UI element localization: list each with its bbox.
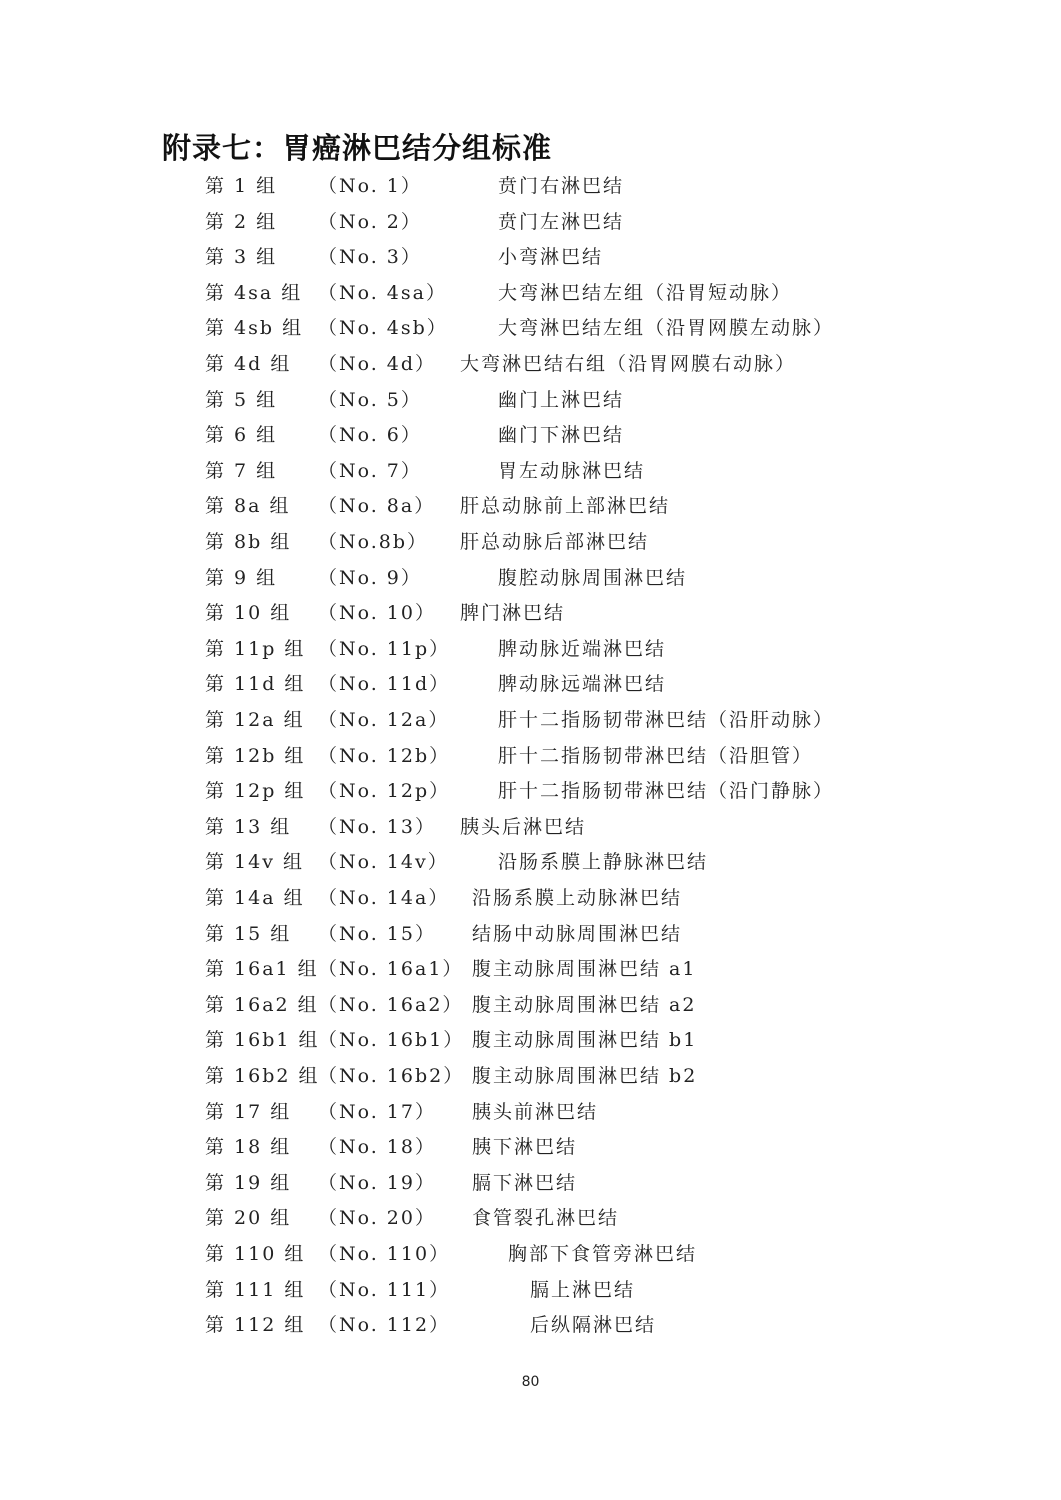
list-item: [0, 1132, 1061, 1162]
group-number: （No. 110）: [318, 1243, 451, 1265]
group-number: （No. 11p）: [318, 637, 451, 660]
group-label: 第 16a2 组: [205, 993, 319, 1016]
list-item: [0, 1203, 1061, 1233]
group-label: 第 2 组: [205, 210, 278, 233]
list-item: [0, 563, 1061, 593]
group-number: （No. 16b1）: [318, 1029, 465, 1052]
lymph-node-name: 胸部下食管旁淋巴结: [508, 1243, 698, 1265]
list-item: [0, 420, 1061, 450]
group-number: （No. 11d）: [318, 673, 451, 696]
lymph-node-name: 胰头后淋巴结: [460, 815, 587, 838]
lymph-node-name: 腹主动脉周围淋巴结 a1: [472, 958, 697, 981]
list-item: [0, 1310, 1061, 1340]
list-item: [0, 1097, 1061, 1127]
group-number: （No. 10）: [318, 602, 436, 625]
group-label: 第 19 组: [205, 1171, 292, 1194]
group-number: （No. 4d）: [318, 353, 437, 375]
lymph-node-name: 大弯淋巴结左组（沿胃网膜左动脉）: [498, 317, 835, 340]
lymph-node-name: 沿肠系膜上静脉淋巴结: [498, 851, 709, 874]
list-item: [0, 1239, 1061, 1269]
list-item: [0, 1061, 1061, 1091]
list-item: [0, 171, 1061, 201]
group-label: 第 110 组: [205, 1243, 306, 1265]
group-label: 第 16a1 组: [205, 958, 319, 981]
group-label: 第 10 组: [205, 602, 292, 625]
list-item: [0, 847, 1061, 877]
group-label: 第 14v 组: [205, 851, 304, 874]
group-number: （No. 4sa）: [318, 281, 447, 304]
group-number: （No. 1）: [318, 175, 422, 197]
lymph-node-name: 腹主动脉周围淋巴结 b2: [472, 1065, 698, 1087]
group-label: 第 112 组: [205, 1314, 306, 1337]
lymph-node-name: 后纵隔淋巴结: [530, 1314, 657, 1337]
group-label: 第 111 组: [205, 1278, 306, 1301]
group-label: 第 8b 组: [205, 531, 292, 553]
lymph-node-name: 小弯淋巴结: [498, 246, 604, 269]
lymph-node-name: 大弯淋巴结右组（沿胃网膜右动脉）: [460, 353, 797, 375]
lymph-node-name: 食管裂孔淋巴结: [472, 1207, 620, 1230]
list-item: [0, 349, 1061, 379]
group-label: 第 8a 组: [205, 495, 291, 518]
group-number: （No. 7）: [318, 459, 422, 482]
group-label: 第 16b1 组: [205, 1029, 320, 1052]
lymph-node-name: 结肠中动脉周围淋巴结: [472, 922, 683, 945]
lymph-node-name: 大弯淋巴结左组（沿胃短动脉）: [498, 281, 793, 304]
list-item: [0, 491, 1061, 521]
group-label: 第 4sb 组: [205, 317, 304, 340]
lymph-node-name: 胃左动脉淋巴结: [498, 459, 646, 482]
list-item: [0, 705, 1061, 735]
lymph-node-name: 幽门下淋巴结: [498, 424, 625, 447]
lymph-node-name: 胰下淋巴结: [472, 1136, 578, 1159]
list-item: [0, 1168, 1061, 1198]
lymph-node-name: 腹主动脉周围淋巴结 b1: [472, 1029, 698, 1052]
lymph-node-name: 脾动脉远端淋巴结: [498, 673, 667, 696]
group-number: （No. 16a2）: [318, 993, 464, 1016]
list-item: [0, 741, 1061, 771]
group-label: 第 12b 组: [205, 744, 306, 767]
group-label: 第 6 组: [205, 424, 278, 447]
group-number: （No.8b）: [318, 531, 429, 553]
group-label: 第 4sa 组: [205, 281, 303, 304]
list-item: [0, 1275, 1061, 1305]
group-label: 第 3 组: [205, 246, 278, 269]
group-number: （No. 15）: [318, 922, 436, 945]
group-label: 第 5 组: [205, 388, 278, 411]
group-number: （No. 17）: [318, 1100, 436, 1123]
group-label: 第 11p 组: [205, 637, 306, 660]
group-label: 第 14a 组: [205, 887, 305, 909]
lymph-node-name: 胰头前淋巴结: [472, 1100, 599, 1123]
list-item: [0, 634, 1061, 664]
group-number: （No. 2）: [318, 210, 422, 233]
list-item: [0, 313, 1061, 343]
group-number: （No. 19）: [318, 1171, 436, 1194]
lymph-node-name: 肝总动脉前上部淋巴结: [460, 495, 671, 518]
group-label: 第 4d 组: [205, 353, 292, 375]
group-label: 第 16b2 组: [205, 1065, 320, 1087]
list-item: [0, 385, 1061, 415]
group-label: 第 17 组: [205, 1100, 292, 1123]
list-item: [0, 527, 1061, 557]
lymph-node-name: 肝十二指肠韧带淋巴结（沿胆管）: [498, 744, 814, 767]
group-label: 第 13 组: [205, 815, 292, 838]
group-label: 第 20 组: [205, 1207, 292, 1230]
group-label: 第 1 组: [205, 175, 278, 197]
lymph-node-name: 膈上淋巴结: [530, 1278, 636, 1301]
group-number: （No. 13）: [318, 815, 436, 838]
lymph-node-name: 贲门右淋巴结: [498, 175, 625, 197]
group-label: 第 12p 组: [205, 780, 306, 803]
group-number: （No. 112）: [318, 1314, 451, 1337]
list-item: [0, 919, 1061, 949]
lymph-node-name: 膈下淋巴结: [472, 1171, 578, 1194]
group-number: （No. 4sb）: [318, 317, 448, 340]
lymph-node-name: 沿肠系膜上动脉淋巴结: [472, 887, 683, 909]
appendix-title: 附录七：胃癌淋巴结分组标准: [162, 131, 553, 165]
group-number: （No. 3）: [318, 246, 422, 269]
group-number: （No. 14a）: [318, 887, 450, 909]
group-number: （No. 5）: [318, 388, 422, 411]
lymph-node-name: 幽门上淋巴结: [498, 388, 625, 411]
group-number: （No. 12a）: [318, 709, 450, 731]
page-number: 80: [521, 1374, 540, 1390]
list-item: [0, 207, 1061, 237]
lymph-node-name: 肝十二指肠韧带淋巴结（沿肝动脉）: [498, 709, 835, 731]
group-label: 第 11d 组: [205, 673, 306, 696]
group-number: （No. 18）: [318, 1136, 436, 1159]
group-number: （No. 20）: [318, 1207, 436, 1230]
list-item: [0, 456, 1061, 486]
group-number: （No. 9）: [318, 566, 422, 589]
group-number: （No. 8a）: [318, 495, 436, 518]
list-item: [0, 990, 1061, 1020]
group-number: （No. 14v）: [318, 851, 449, 874]
group-label: 第 18 组: [205, 1136, 292, 1159]
group-label: 第 7 组: [205, 459, 278, 482]
group-number: （No. 12p）: [318, 780, 451, 803]
list-item: [0, 954, 1061, 984]
list-item: [0, 242, 1061, 272]
lymph-node-name: 肝十二指肠韧带淋巴结（沿门静脉）: [498, 780, 835, 803]
lymph-node-name: 腹腔动脉周围淋巴结: [498, 566, 688, 589]
list-item: [0, 1025, 1061, 1055]
group-number: （No. 16a1）: [318, 958, 464, 981]
lymph-node-name: 贲门左淋巴结: [498, 210, 625, 233]
list-item: [0, 669, 1061, 699]
group-number: （No. 6）: [318, 424, 422, 447]
group-number: （No. 16b2）: [318, 1065, 465, 1087]
group-label: 第 15 组: [205, 922, 292, 945]
list-item: [0, 598, 1061, 628]
group-label: 第 12a 组: [205, 709, 305, 731]
group-label: 第 9 组: [205, 566, 278, 589]
list-item: [0, 278, 1061, 308]
group-number: （No. 111）: [318, 1278, 451, 1301]
group-number: （No. 12b）: [318, 744, 451, 767]
list-item: [0, 812, 1061, 842]
lymph-node-name: 脾动脉近端淋巴结: [498, 637, 667, 660]
lymph-node-name: 腹主动脉周围淋巴结 a2: [472, 993, 697, 1016]
lymph-node-name: 肝总动脉后部淋巴结: [460, 531, 650, 553]
lymph-node-name: 脾门淋巴结: [460, 602, 566, 625]
list-item: [0, 883, 1061, 913]
list-item: [0, 776, 1061, 806]
